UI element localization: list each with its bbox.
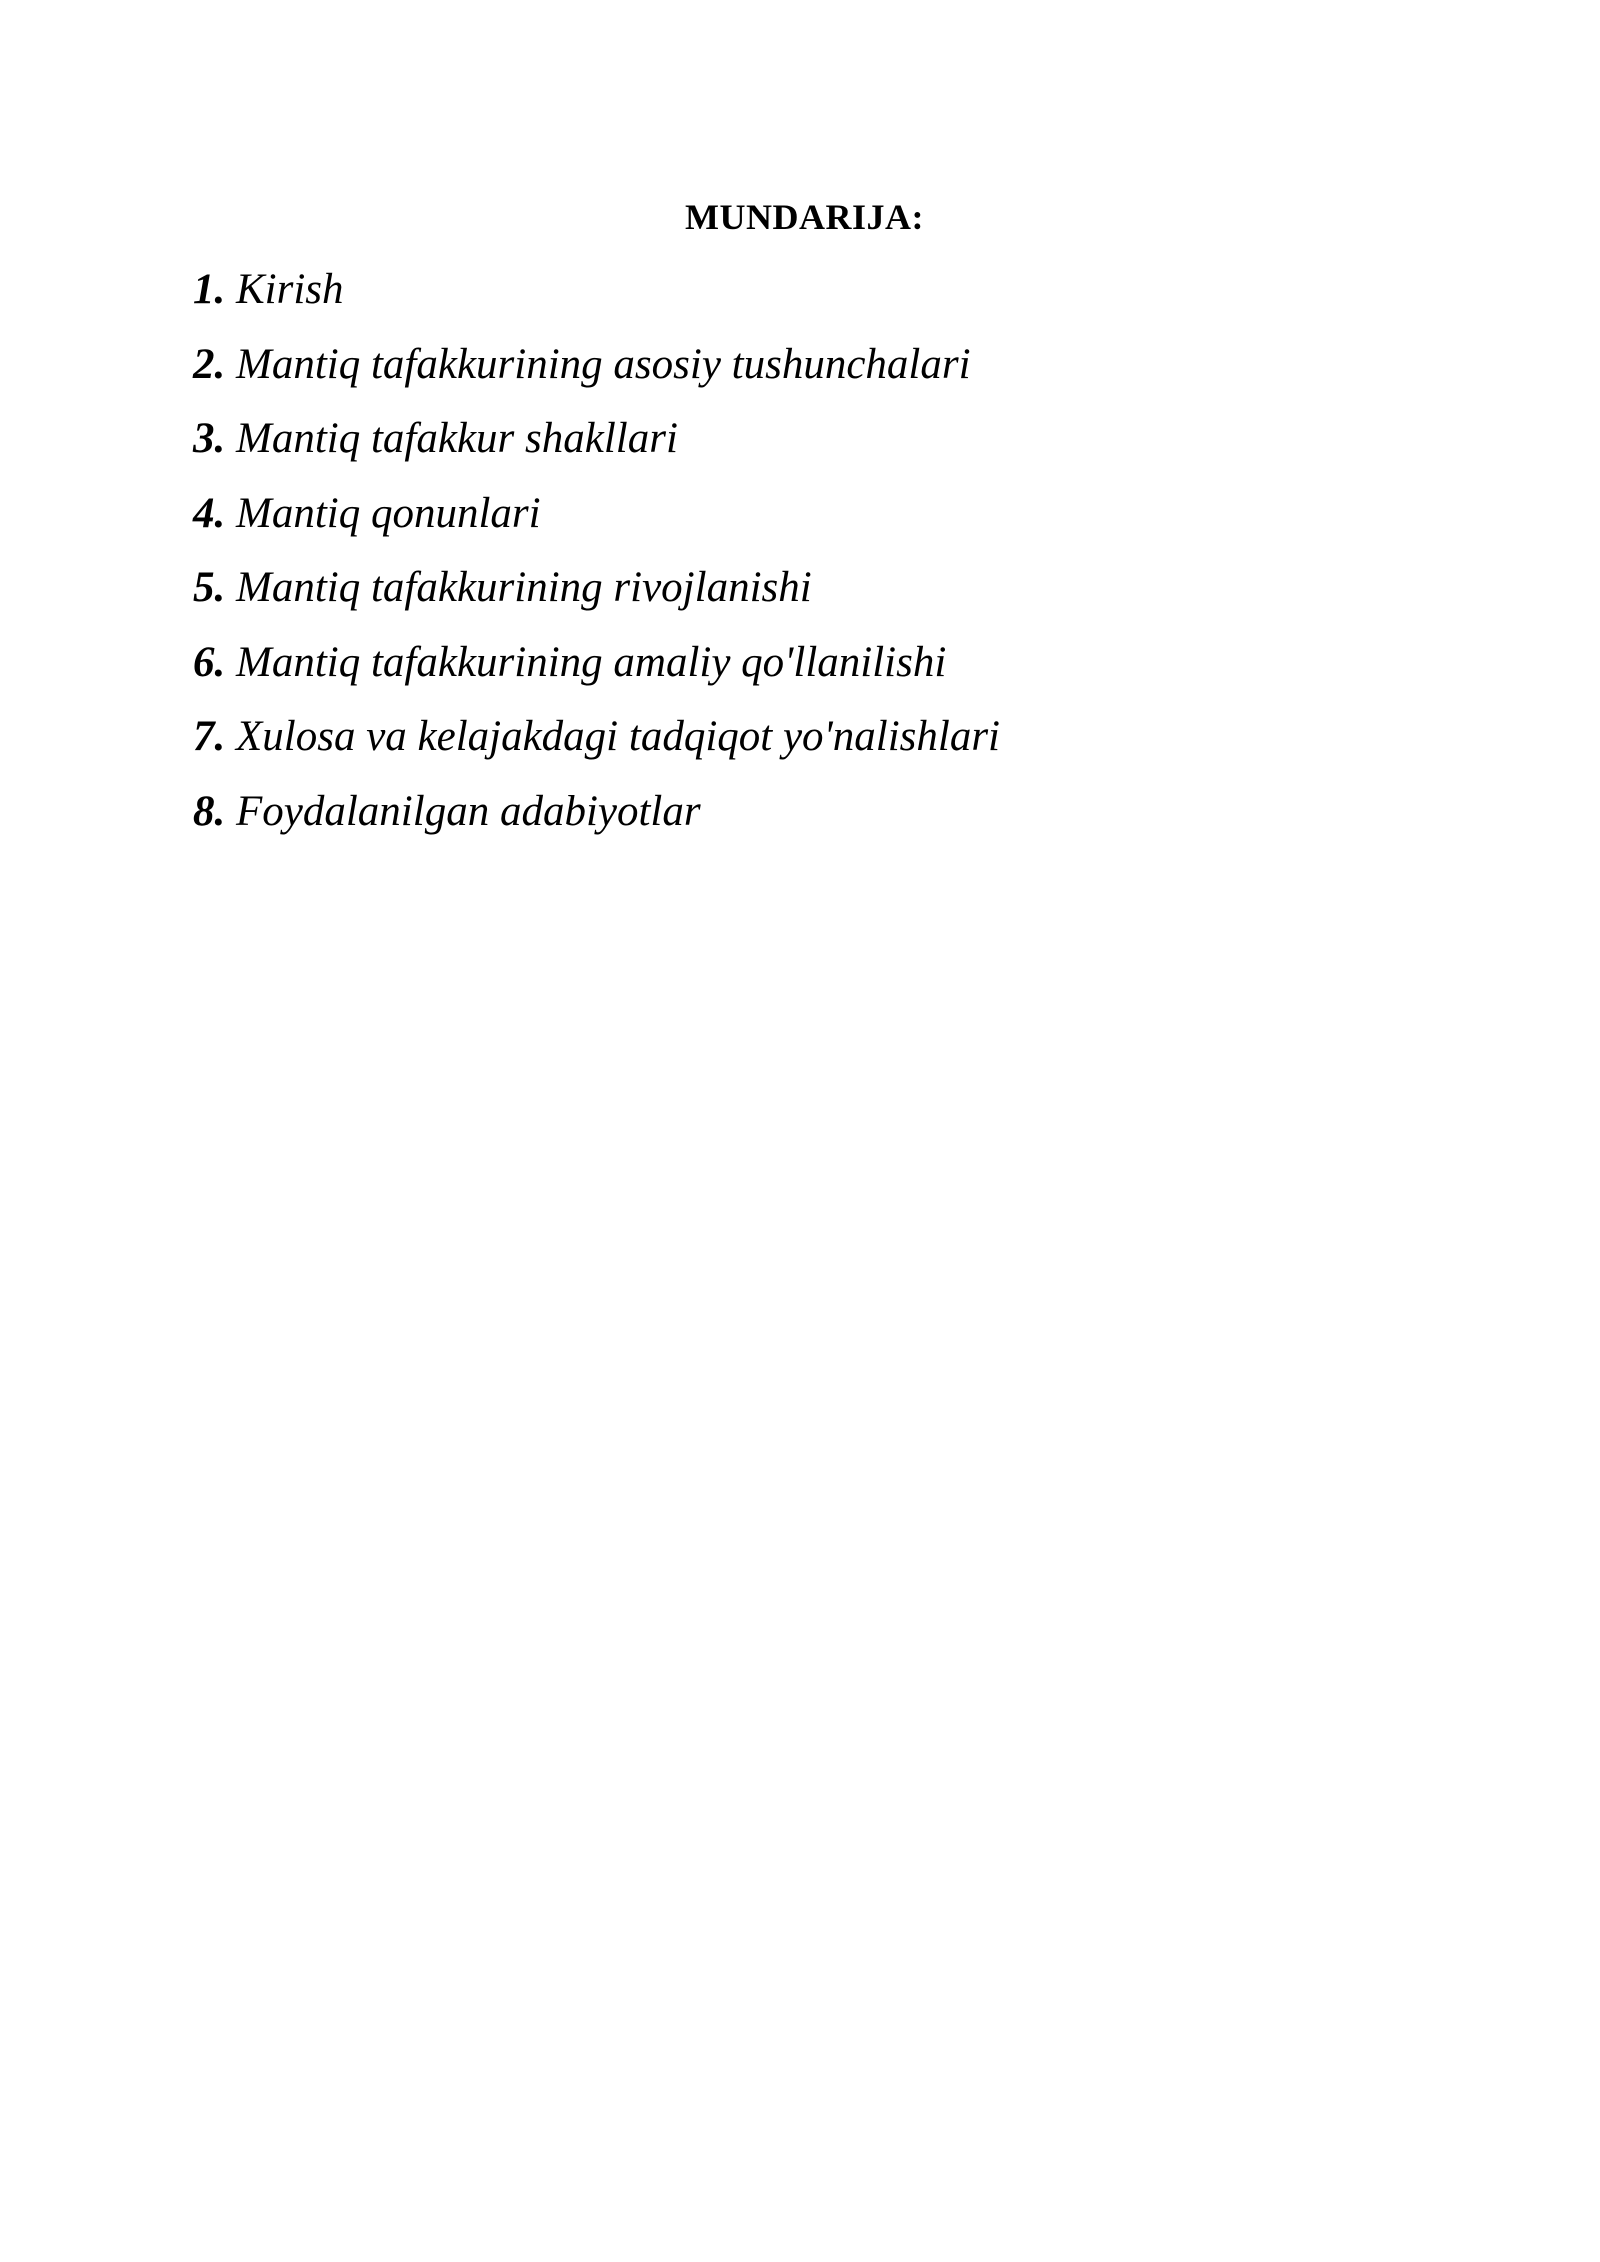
toc-item-text: Foydalanilgan adabiyotlar [236, 787, 701, 835]
toc-item-number: 4. [193, 489, 226, 537]
toc-item-7 [193, 700, 1000, 775]
toc-item-number: 8. [193, 787, 226, 835]
toc-item-number: 3. [193, 415, 226, 462]
toc-item-number: 1. [193, 266, 226, 313]
toc-heading-text: MUNDARIJA: [685, 197, 924, 237]
toc-item-text: Kirish [236, 266, 344, 313]
toc-item-text: Mantiq qonunlari [236, 489, 541, 537]
toc-item-text: Mantiq tafakkur shakllari [236, 415, 678, 462]
toc-item-5 [193, 551, 1000, 626]
toc-item-number: 7. [193, 713, 226, 760]
table-of-contents [193, 253, 1000, 849]
toc-item-6 [193, 626, 1000, 701]
toc-item-text: Mantiq tafakkurining asosiy tushunchalari [236, 340, 971, 388]
toc-item-text: Mantiq tafakkurining rivojlanishi [236, 564, 812, 611]
toc-item-text: Xulosa va kelajakdagi tadqiqot yo'nalishlari [236, 713, 1001, 760]
toc-item-4 [193, 477, 1000, 552]
toc-item-number: 2. [193, 340, 226, 388]
toc-item-number: 5. [193, 564, 226, 611]
toc-item-1 [193, 253, 1000, 328]
toc-item-2 [193, 328, 1000, 403]
toc-item-3 [193, 402, 1000, 477]
toc-item-text: Mantiq tafakkurining amaliy qo'llanilishi [236, 638, 947, 686]
toc-heading [0, 192, 1600, 242]
toc-item-number: 6. [193, 638, 226, 686]
toc-item-8 [193, 775, 1000, 850]
